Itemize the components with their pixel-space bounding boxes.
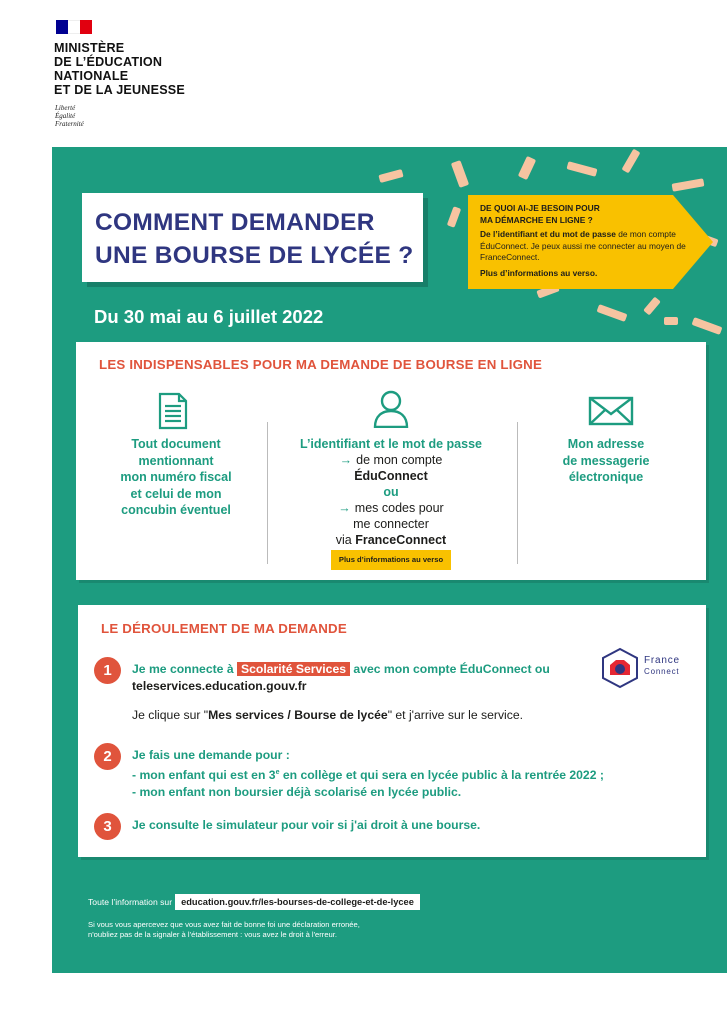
- callout-answer: De l’identifiant et du mot de passe de mon compte ÉduConnect. Je peux aussi me connecter au moyen de FranceConnect.: [480, 229, 686, 262]
- requirements-callout: [468, 195, 713, 289]
- republic-motto: Liberté Égalité Fraternité: [55, 104, 84, 128]
- republic-flag-logo: [56, 20, 92, 34]
- teleservices-url: teleservices.education.gouv.fr: [132, 679, 307, 693]
- info-panel: [52, 147, 727, 973]
- step-number: 1: [94, 657, 121, 684]
- essentials-document: Tout document mentionnant mon numéro fiscal et celui de mon concubin éventuel: [120, 437, 232, 517]
- franceconnect-logo: France Connect: [600, 647, 694, 689]
- essentials-title: LES INDISPENSABLES POUR MA DEMANDE DE BOURSE EN LIGNE: [99, 357, 543, 372]
- step-2-text: Je fais une demande pour : - mon enfant qui est en 3e en collège et qui sera en lycée public à la rentrée 2022 ; - mon enfant non boursier déjà scolarisé en lycée public.: [132, 748, 604, 800]
- callout-more: Plus d’informations au verso.: [480, 267, 598, 278]
- step-number: 3: [94, 813, 121, 840]
- document-icon: [158, 392, 188, 435]
- page-title: COMMENT DEMANDER UNE BOURSE DE LYCÉE ?: [95, 209, 414, 269]
- user-icon: [373, 390, 409, 433]
- title-box: [82, 193, 423, 282]
- scolarite-services-highlight: Scolarité Services: [237, 662, 350, 676]
- footer-note: Si vous vous apercevez que vous avez fait de bonne foi une déclaration erronée, n'oubliez pas de la signaler à l’établissement : vous avez le droit à l'erreur.: [88, 920, 360, 939]
- process-box: [78, 605, 706, 857]
- envelope-icon: [588, 396, 634, 431]
- campaign-dates: Du 30 mai au 6 juillet 2022: [94, 306, 324, 327]
- footer-info: Toute l’information sur education.gouv.fr/les-bourses-de-college-et-de-lycee: [88, 894, 420, 910]
- callout-question: DE QUOI AI-JE BESOIN POUR MA DÉMARCHE EN LIGNE ?: [480, 203, 600, 225]
- footer-url-link[interactable]: education.gouv.fr/les-bourses-de-college-et-de-lycee: [175, 894, 420, 910]
- step-number: 2: [94, 743, 121, 770]
- more-info-tag: Plus d’informations au verso: [331, 550, 451, 570]
- step-3-text: Je consulte le simulateur pour voir si j'ai droit à une bourse.: [132, 818, 481, 832]
- essentials-email: Mon adresse de messagerie électronique: [562, 437, 650, 484]
- step-1-text: Je me connecte à Scolarité Services avec mon compte ÉduConnect ou teleservices.education.gouv.fr Je clique sur "Mes services / Bourse de lycée" et j'arrive sur le service.: [132, 662, 550, 722]
- ministry-name: MINISTÈRE DE L’ÉDUCATION NATIONALE ET DE LA JEUNESSE: [54, 41, 185, 97]
- process-title: LE DÉROULEMENT DE MA DEMANDE: [101, 621, 347, 636]
- essentials-box: [76, 342, 706, 580]
- essentials-credentials: L’identifiant et le mot de passe → de mon compte ÉduConnect ou → mes codes pour me connecter via FranceConnect Plus d’informations au verso: [268, 436, 514, 570]
